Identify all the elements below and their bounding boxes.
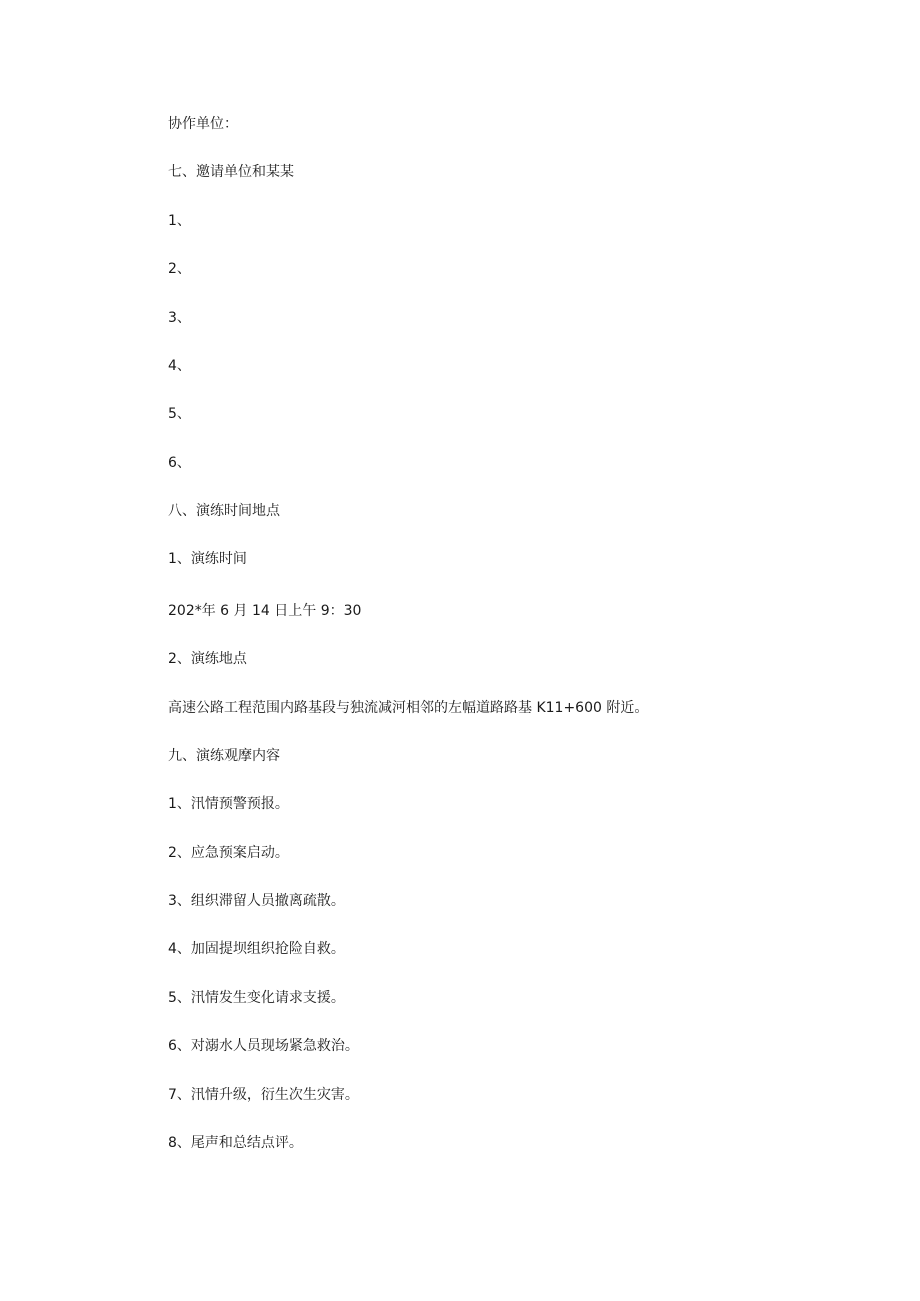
drill-location-value: 高速公路工程范围内路基段与独流减河相邻的左幅道路路基 K11+600 附近。: [168, 700, 649, 716]
content-item-5: 5、汛情发生变化请求支援。: [168, 990, 345, 1006]
content-item-7: 7、汛情升级，衍生次生灾害。: [168, 1087, 359, 1103]
section-8-heading: 八、演练时间地点: [168, 503, 280, 519]
section-9-heading: 九、演练观摩内容: [168, 748, 280, 764]
invited-item-1: 1、: [168, 213, 191, 229]
content-item-1: 1、汛情预警预报。: [168, 796, 289, 812]
content-item-4: 4、加固提坝组织抢险自救。: [168, 941, 345, 957]
cooperating-unit-label: 协作单位：: [168, 116, 238, 132]
drill-time-value: 202*年 6 月 14 日上午 9：30: [168, 603, 362, 619]
content-item-3: 3、组织滞留人员撤离疏散。: [168, 893, 345, 909]
invited-item-2: 2、: [168, 261, 191, 277]
invited-item-6: 6、: [168, 455, 191, 471]
drill-time-heading: 1、演练时间: [168, 551, 247, 567]
invited-item-4: 4、: [168, 358, 191, 374]
invited-item-5: 5、: [168, 406, 191, 422]
content-item-8: 8、尾声和总结点评。: [168, 1135, 303, 1151]
content-item-6: 6、对溺水人员现场紧急救治。: [168, 1038, 359, 1054]
section-7-heading: 七、邀请单位和某某: [168, 164, 294, 180]
invited-item-3: 3、: [168, 310, 191, 326]
drill-location-heading: 2、演练地点: [168, 651, 247, 667]
content-item-2: 2、应急预案启动。: [168, 845, 289, 861]
